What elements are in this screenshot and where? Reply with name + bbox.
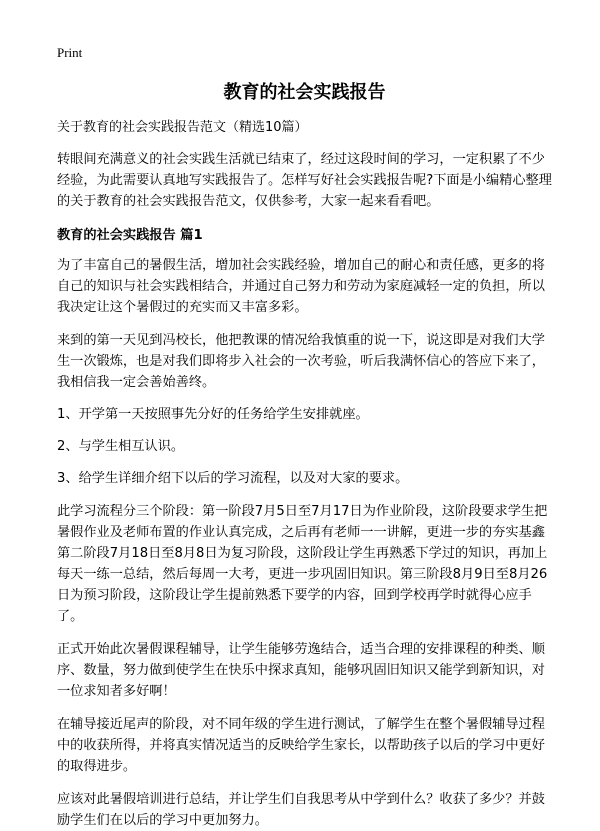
list-item: 1、开学第一天按照事先分好的任务给学生安排就座。 [57,407,369,422]
intro-paragraph: 转眼间充满意义的社会实践生活就已结束了，经过这段时间的学习，一定积累了不少经验，为此需要认真地写实践报告了。怎样写好社会实践报告呢?下面是小编精心整理的关于教育的社会实践报告范文，仅供参考，大家一起来看看吧。 [57,152,552,209]
document-subtitle: 关于教育的社会实践报告范文（精选10篇） [57,120,308,135]
body-paragraph: 此学习流程分三个阶段：第一阶段7月5日至7月17日为作业阶段，这阶段要求学生把暑假作业及老师布置的作业认真完成，之后再有老师一一讲解，更进一步的夯实基鑫第二阶段7月18日至8月8日为复习阶段，这阶段让学生再熟悉下学过的知识，再加上每天一练一总结，然后每周一大考，更进一步巩固旧知识。第三阶段8月9日至8月26日为预习阶段，这阶段让学生提前熟悉下要学的内容，回到学校再学时就得心应手了。 [57,504,548,624]
page-title: 教育的社会实践报告 [223,82,386,103]
list-item: 2、与学生相互认识。 [57,439,185,454]
body-paragraph: 在辅导接近尾声的阶段，对不同年级的学生进行测试，了解学生在整个暑假辅导过程中的收获所得，并将真实情况适当的反映给学生家长，以帮助孩子以后的学习中更好的取得进步。 [57,717,545,774]
print-label: Print [57,45,83,60]
body-paragraph: 应该对此暑假培训进行总结，并让学生们自我思考从中学到什么？收获了多少？并鼓励学生们在以后的学习中更加努力。 [57,792,545,828]
section-heading: 教育的社会实践报告 篇1 [57,228,203,243]
body-paragraph: 来到的第一天见到冯校长，他把教课的情况给我慎重的说一下，说这即是对我们大学生一次锻炼，也是对我们即将步入社会的一次考验，听后我满怀信心的答应下来了，我相信我一定会善始善终。 [57,333,545,390]
list-item: 3、给学生详细介绍下以后的学习流程，以及对大家的要求。 [57,471,409,486]
body-paragraph: 正式开始此次暑假课程辅导，让学生能够劳逸结合，适当合理的安排课程的种类、顺序、数量，努力做到使学生在快乐中探求真知，能够巩固旧知识又能学到新知识，对一位求知者多好啊！ [57,642,545,699]
body-paragraph: 为了丰富自己的暑假生活，增加社会实践经验，增加自己的耐心和责任感，更多的将自己的知识与社会实践相结合，并通过自己努力和劳动为家庭减轻一定的负担，所以我决定让这个暑假过的充实而又丰富多彩。 [57,258,545,315]
